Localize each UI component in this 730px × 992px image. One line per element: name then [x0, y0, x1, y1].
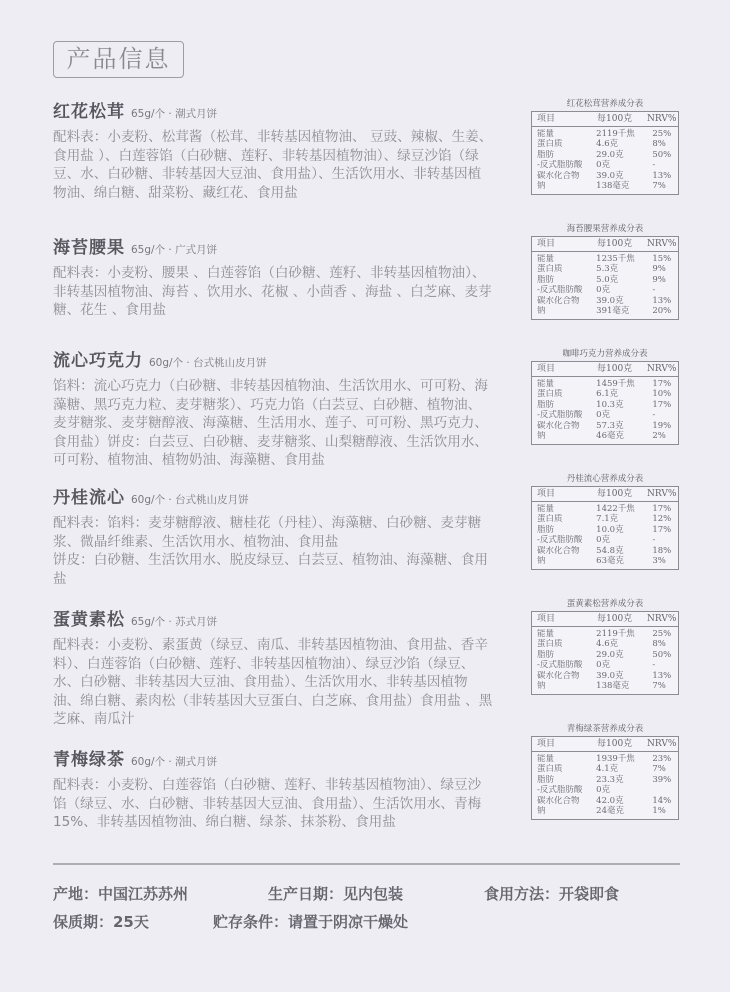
- header-nrv: NRV%: [647, 239, 677, 249]
- nutrient-amount: 391毫克: [596, 305, 630, 316]
- nutrient-nrv: 7%: [652, 764, 666, 775]
- product-section: [53, 745, 493, 832]
- nutrition-row: [537, 254, 678, 264]
- header-item: 项目: [537, 114, 556, 124]
- nutrient-nrv: -: [652, 160, 656, 171]
- nutrition-row: [537, 796, 678, 806]
- nutrient-nrv: -: [652, 660, 656, 671]
- nutrient-nrv: -: [652, 410, 656, 421]
- header-item: 项目: [537, 614, 556, 624]
- nutrient-name: -反式脂肪酸: [537, 535, 583, 546]
- nutrient-name: 碳水化合物: [537, 670, 580, 681]
- product-weight-type: 65g/个 · 潮式月饼: [131, 108, 218, 120]
- nutrient-name: 能量: [537, 754, 555, 764]
- nutrition-table-title: 海苔腰果营养成分表: [566, 224, 644, 234]
- nutrient-name: -反式脂肪酸: [537, 160, 583, 171]
- nutrient-nrv: 13%: [652, 670, 672, 681]
- nutrition-row: [537, 129, 678, 139]
- nutrient-name: 脂肪: [537, 649, 555, 660]
- nutrient-nrv: -: [652, 285, 656, 296]
- nutrient-amount: 1235千焦: [596, 254, 635, 264]
- ingredient-list: 配料表：小麦粉、白莲蓉馅（白砂糖、莲籽、非转基因植物油）、绿豆沙馅（绿豆、水、白砂糖、非转基因大豆油、食用盐）、生活饮用水、青梅15%、非转基因植物油、绵白糖、绿茶、抹茶粉、食用盐: [53, 777, 482, 831]
- nutrient-name: 能量: [537, 629, 555, 639]
- product-weight-type: 60g/个 · 潮式月饼: [131, 756, 218, 768]
- header-per-100g: 每100克: [597, 614, 633, 624]
- nutrient-amount: 4.6克: [596, 139, 619, 150]
- nutrient-nrv: 3%: [652, 555, 666, 566]
- nutrient-amount: 29.0克: [596, 149, 624, 160]
- nutrient-name: 碳水化合物: [537, 420, 580, 431]
- nutrient-amount: 2119千焦: [596, 629, 635, 639]
- nutrient-name: 脂肪: [537, 399, 555, 410]
- nutrient-amount: 4.1克: [596, 764, 619, 775]
- nutrition-table-body: [531, 111, 679, 195]
- nutrition-row: [537, 431, 678, 441]
- nutrient-name: 蛋白质: [537, 514, 563, 525]
- header-nrv: NRV%: [647, 364, 677, 374]
- nutrient-name: 蛋白质: [537, 764, 563, 775]
- nutrient-nrv: 17%: [652, 379, 672, 389]
- nutrient-nrv: 19%: [652, 420, 672, 431]
- nutrient-nrv: 23%: [652, 754, 672, 764]
- nutrition-table-title: 咖啡巧克力营养成分表: [562, 349, 648, 359]
- nutrient-nrv: 18%: [652, 545, 672, 556]
- product-weight-type: 65g/个 · 广式月饼: [131, 244, 218, 256]
- nutrition-row: [537, 275, 678, 285]
- nutrient-name: 蛋白质: [537, 139, 563, 150]
- nutrient-name: -反式脂肪酸: [537, 285, 583, 296]
- nutrient-name: 钠: [537, 805, 546, 816]
- nutrient-nrv: [652, 785, 678, 795]
- nutrient-nrv: 10%: [652, 389, 672, 400]
- nutrition-row: [537, 806, 678, 816]
- storage-text: 贮存条件：请置于阴凉干燥处: [213, 913, 409, 931]
- header-item: 项目: [537, 489, 556, 499]
- ingredient-list: 配料表：馅料：麦芽糖醇液、糖桂花（丹桂）、海藻糖、白砂糖、麦芽糖浆、微晶纤维素、生活饮用水、植物油、食用盐 饼皮：白砂糖、生活饮用水、脱皮绿豆、白芸豆、植物油、海藻糖、食用盐: [53, 515, 488, 587]
- nutrient-amount: 1459千焦: [596, 379, 635, 389]
- nutrient-nrv: 7%: [652, 180, 666, 191]
- nutrition-row: [537, 556, 678, 566]
- nutrient-amount: 0克: [596, 160, 611, 171]
- nutrient-nrv: 8%: [652, 139, 666, 150]
- nutrient-amount: 5.0克: [596, 274, 619, 285]
- nutrient-nrv: 50%: [652, 149, 672, 160]
- header-item: 项目: [537, 739, 556, 749]
- nutrient-name: 钠: [537, 680, 546, 691]
- product-section: [53, 97, 493, 202]
- nutrient-name: 能量: [537, 129, 555, 139]
- nutrient-amount: 57.3克: [596, 420, 624, 431]
- product-section: [53, 346, 493, 470]
- ingredient-list: 配料表：小麦粉、素蛋黄（绿豆、南瓜、非转基因植物油、食用盐、香辛料）、白莲蓉馅（白砂糖、莲籽、非转基因植物油）、绿豆沙馅（绿豆、水、白砂糖、非转基因大豆油、食用盐）、生活饮用水、非转基因植物油、绵白糖、素肉松（非转基因大豆蛋白、白芝麻、食用盐）食用盐 、黑芝麻、南瓜汁: [53, 637, 493, 728]
- origin-text: 产地：中国江苏苏州: [53, 885, 189, 903]
- product-name: 流心巧克力: [53, 351, 143, 371]
- nutrient-nrv: 12%: [652, 514, 672, 525]
- nutrition-row: [537, 181, 678, 191]
- nutrient-amount: 0克: [596, 660, 611, 671]
- nutrient-amount: 2119千焦: [596, 129, 635, 139]
- footer-divider: [53, 863, 680, 865]
- nutrient-nrv: 39%: [652, 774, 672, 785]
- product-section: [53, 605, 493, 729]
- nutrient-nrv: 50%: [652, 649, 672, 660]
- header-nrv: NRV%: [647, 489, 677, 499]
- nutrition-row: [537, 535, 678, 545]
- nutrition-row: [537, 639, 678, 649]
- nutrient-name: 能量: [537, 504, 555, 514]
- nutrient-nrv: 9%: [652, 264, 666, 275]
- nutrition-row: [537, 764, 678, 774]
- header-item: 项目: [537, 239, 556, 249]
- nutrition-table-title: 蛋黄素松营养成分表: [566, 599, 644, 609]
- nutrition-row: [537, 264, 678, 274]
- product-weight-type: 65g/个 · 苏式月饼: [131, 616, 218, 628]
- nutrition-row: [537, 410, 678, 420]
- nutrient-name: 钠: [537, 555, 546, 566]
- nutrient-amount: 39.0克: [596, 670, 624, 681]
- nutrient-nrv: 15%: [652, 254, 672, 264]
- nutrition-row: [537, 629, 678, 639]
- nutrient-amount: 7.1克: [596, 514, 619, 525]
- nutrient-name: 蛋白质: [537, 264, 563, 275]
- product-section: [53, 233, 493, 320]
- nutrient-amount: 54.8克: [596, 545, 624, 556]
- nutrient-nrv: 25%: [652, 629, 672, 639]
- nutrition-row: [537, 660, 678, 670]
- nutrient-amount: 5.3克: [596, 264, 619, 275]
- nutrition-table: [531, 223, 679, 320]
- nutrient-amount: 29.0克: [596, 649, 624, 660]
- ingredient-list: 配料表：小麦粉、腰果 、白莲蓉馅（白砂糖、莲籽、非转基因植物油）、非转基因植物油、海苔 、饮用水、花椒 、小茴香 、海盐 、白芝麻、麦芽糖、花生 、食用盐: [53, 265, 492, 319]
- usage-text: 食用方法：开袋即食: [484, 885, 620, 903]
- nutrition-table-header: [532, 112, 678, 127]
- nutrition-row: [537, 150, 678, 160]
- nutrition-row: [537, 421, 678, 431]
- nutrition-row: [537, 389, 678, 399]
- nutrient-name: 脂肪: [537, 149, 555, 160]
- shelf-life-text: 保质期：25天: [53, 913, 149, 931]
- nutrient-name: 蛋白质: [537, 639, 563, 650]
- nutrient-amount: 4.6克: [596, 639, 619, 650]
- header-per-100g: 每100克: [597, 364, 633, 374]
- nutrient-nrv: 13%: [652, 295, 672, 306]
- nutrient-amount: 23.3克: [596, 774, 624, 785]
- nutrition-table-body: [531, 736, 679, 820]
- product-name: 红花松茸: [53, 102, 125, 122]
- nutrition-table-header: [532, 237, 678, 252]
- nutrient-name: -反式脂肪酸: [537, 410, 583, 421]
- nutrition-table-body: [531, 361, 679, 445]
- nutrient-nrv: 14%: [652, 795, 672, 806]
- nutrition-table-body: [531, 486, 679, 570]
- nutrition-table-title: 红花松茸营养成分表: [566, 99, 644, 109]
- header-per-100g: 每100克: [597, 239, 633, 249]
- nutrient-name: 能量: [537, 254, 555, 264]
- nutrient-amount: 0克: [596, 535, 611, 546]
- page-title: 产品信息: [53, 41, 184, 78]
- nutrition-row: [537, 171, 678, 181]
- nutrient-nrv: 1%: [652, 805, 666, 816]
- nutrient-nrv: 20%: [652, 305, 672, 316]
- nutrient-name: 蛋白质: [537, 389, 563, 400]
- production-date-text: 生产日期：见内包装: [268, 885, 404, 903]
- nutrient-nrv: 7%: [652, 680, 666, 691]
- nutrition-row: [537, 681, 678, 691]
- ingredient-list: 馅料：流心巧克力（白砂糖、非转基因植物油、生活饮用水、可可粉、海藻糖、黑巧克力粒、麦芽糖浆）、巧克力馅（白芸豆、白砂糖、植物油、麦芽糖浆、麦芽糖醇液、海藻糖、生活用水、莲子、可可粉、黑巧克力、食用盐）饼皮：白芸豆、白砂糖、麦芽糖浆、山梨糖醇液、生活饮用水、可可粉、植物油、植物奶油、海藻糖、食用盐: [53, 378, 488, 469]
- nutrient-name: -反式脂肪酸: [537, 660, 583, 671]
- nutrient-name: 碳水化合物: [537, 545, 580, 556]
- nutrient-nrv: 25%: [652, 129, 672, 139]
- nutrient-amount: 24毫克: [596, 805, 624, 816]
- nutrition-row: [537, 504, 678, 514]
- nutrient-name: 碳水化合物: [537, 795, 580, 806]
- nutrient-amount: 46毫克: [596, 430, 624, 441]
- nutrition-row: [537, 379, 678, 389]
- product-name: 蛋黄素松: [53, 610, 125, 630]
- nutrient-nrv: 8%: [652, 639, 666, 650]
- nutrition-table-body: [531, 611, 679, 695]
- nutrient-name: 能量: [537, 379, 555, 389]
- nutrition-row: [537, 306, 678, 316]
- nutrition-table-header: [532, 612, 678, 627]
- header-per-100g: 每100克: [597, 114, 633, 124]
- nutrient-name: 碳水化合物: [537, 295, 580, 306]
- nutrient-amount: 0克: [596, 285, 611, 296]
- product-section: [53, 483, 493, 588]
- nutrient-amount: 1422千焦: [596, 504, 635, 514]
- product-weight-type: 60g/个 · 台式桃山皮月饼: [149, 357, 267, 369]
- nutrient-amount: 0克: [596, 785, 611, 796]
- nutrient-amount: 6.1克: [596, 389, 619, 400]
- nutrition-table-body: [531, 236, 679, 320]
- nutrient-amount: 63毫克: [596, 555, 624, 566]
- nutrition-row: [537, 785, 678, 795]
- nutrition-row: [537, 671, 678, 681]
- header-nrv: NRV%: [647, 739, 677, 749]
- nutrition-row: [537, 514, 678, 524]
- nutrition-row: [537, 139, 678, 149]
- nutrient-nrv: 2%: [652, 430, 666, 441]
- nutrient-amount: 138毫克: [596, 680, 630, 691]
- product-name: 青梅绿茶: [53, 750, 125, 770]
- nutrient-name: 碳水化合物: [537, 170, 580, 181]
- nutrition-table-header: [532, 362, 678, 377]
- nutrient-amount: 1939千焦: [596, 754, 635, 764]
- nutrition-table: [531, 723, 679, 820]
- nutrition-row: [537, 160, 678, 170]
- header-item: 项目: [537, 364, 556, 374]
- nutrition-table: [531, 598, 679, 695]
- nutrient-amount: 39.0克: [596, 295, 624, 306]
- nutrient-amount: 0克: [596, 410, 611, 421]
- nutrient-nrv: 9%: [652, 274, 666, 285]
- nutrition-row: [537, 546, 678, 556]
- nutrient-amount: 10.3克: [596, 399, 624, 410]
- nutrient-amount: 39.0克: [596, 170, 624, 181]
- nutrient-nrv: 17%: [652, 504, 672, 514]
- nutrition-table-header: [532, 737, 678, 752]
- nutrient-nrv: 17%: [652, 524, 672, 535]
- nutrient-name: 脂肪: [537, 774, 555, 785]
- nutrient-amount: 10.0克: [596, 524, 624, 535]
- nutrition-table: [531, 348, 679, 445]
- nutrient-amount: 138毫克: [596, 180, 630, 191]
- nutrition-row: [537, 296, 678, 306]
- nutrition-row: [537, 754, 678, 764]
- nutrition-table-header: [532, 487, 678, 502]
- nutrition-row: [537, 285, 678, 295]
- nutrient-name: -反式脂肪酸: [537, 785, 583, 796]
- nutrient-name: 钠: [537, 180, 546, 191]
- header-nrv: NRV%: [647, 614, 677, 624]
- nutrition-row: [537, 525, 678, 535]
- product-weight-type: 60g/个 · 台式桃山皮月饼: [131, 494, 249, 506]
- nutrition-table-title: 丹桂流心营养成分表: [566, 474, 644, 484]
- nutrition-table-title: 青梅绿茶营养成分表: [566, 724, 644, 734]
- header-per-100g: 每100克: [597, 489, 633, 499]
- nutrient-name: 脂肪: [537, 274, 555, 285]
- nutrient-name: 钠: [537, 305, 546, 316]
- nutrient-nrv: 13%: [652, 170, 672, 181]
- nutrition-table: [531, 473, 679, 570]
- nutrient-amount: 42.0克: [596, 795, 624, 806]
- nutrient-name: 钠: [537, 430, 546, 441]
- nutrition-row: [537, 775, 678, 785]
- nutrition-row: [537, 400, 678, 410]
- ingredient-list: 配料表：小麦粉、松茸酱（松茸、非转基因植物油、 豆豉、辣椒、生姜、食用盐 ）、白莲蓉馅（白砂糖、莲籽、非转基因植物油）、绿豆沙馅（绿豆、水、白砂糖、非转基因大豆油、食用盐）、生活饮用水、非转基因植物油、绵白糖、甜菜粉、藏红花、食用盐: [53, 129, 493, 201]
- nutrition-table: [531, 98, 679, 195]
- nutrient-name: 脂肪: [537, 524, 555, 535]
- product-name: 丹桂流心: [53, 488, 125, 508]
- product-name: 海苔腰果: [53, 238, 125, 258]
- nutrient-nrv: -: [652, 535, 656, 546]
- nutrition-row: [537, 650, 678, 660]
- nutrient-nrv: 17%: [652, 399, 672, 410]
- header-per-100g: 每100克: [597, 739, 633, 749]
- header-nrv: NRV%: [647, 114, 677, 124]
